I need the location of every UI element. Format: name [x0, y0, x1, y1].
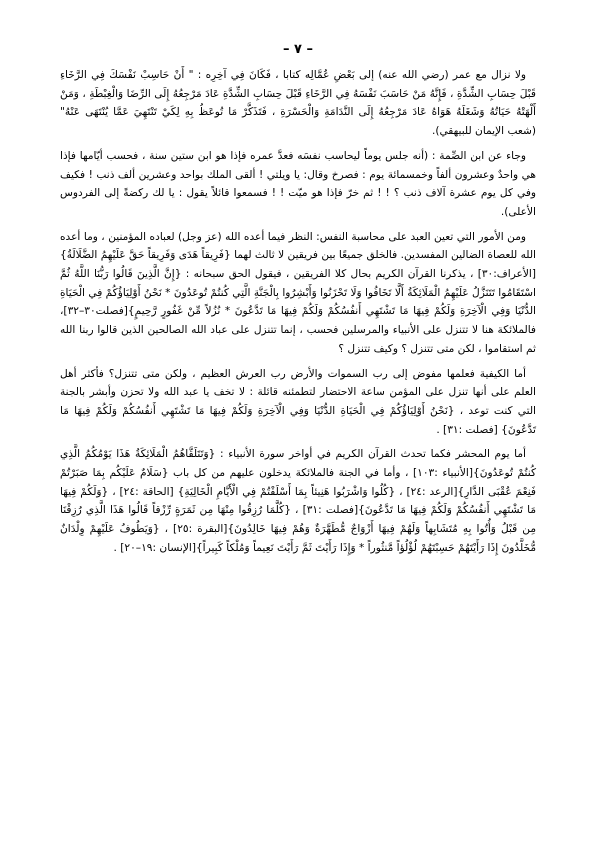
page-body [60, 66, 536, 564]
paragraph-angels-descent: أما الكيفية فعلمها مفوض إلى رب السموات والأرض رب العرش العظيم ، ولكن متى تتنزل؟ فأكثر أهل العلم على أنها تنزل على المؤمن ساعة الاحتضار لتطمئنه قائلة : لا تخف يا عبد الله ولا تحزن وأبشر بالجنة التي كنت توعد ، {نَحْنُ أَوْلِيَاؤُكُمْ فِي الْحَيَاةِ الدُّنْيَا وَفِي الْآخِرَةِ وَلَكُمْ فِيهَا مَا تَشْتَهِي أَنفُسُكُمْ وَلَكُمْ فِيهَا مَا تَدَّعُونَ} [فصلت :٣١] . [60, 367, 536, 436]
page-number: – ٧ – [283, 42, 313, 57]
paragraph-day-of-gathering: أما يوم المحشر فكما تحدث القرآن الكريم في أواخر سورة الأنبياء : {وَتَتَلَقَّاهُمُ الْمَلَائِكَةُ هَذَا يَوْمُكُمُ الَّذِي كُنتُمْ تُوعَدُونَ}[الأنبياء :١٠٣] ، وأما في الجنة فالملائكة يدخلون عليهم من كل باب {سَلَامٌ عَلَيْكُم بِمَا صَبَرْتُمْ فَنِعْمَ عُقْبَى الدَّارِ}[الرعد :٢٤] ، {كُلُوا وَاشْرَبُوا هَنِيئاً بِمَا أَسْلَفْتُمْ فِي الْأَيَّامِ الْخَالِيَةِ} [الحاقة :٢٤] ، {وَلَكُمْ فِيهَا مَا تَشْتَهِي أَنفُسُكُمْ وَلَكُمْ فِيهَا مَا تَدَّعُونَ}[فصلت :٣١] ، {كُلَّمَا رُزِقُوا مِنْهَا مِن ثَمَرَةٍ رِّزْقاً قَالُوا هَذَا الَّذِي رُزِقْنَا مِن قَبْلُ وَأُتُوا بِهِ مُتَشَابِهاً وَلَهُمْ فِيهَا أَزْوَاجٌ مُّطَهَّرَةٌ وَهُمْ فِيهَا خَالِدُونَ}[البقرة :٢٥] ، {وَيَطُوفُ عَلَيْهِمْ وِلْدَانٌ مُّخَلَّدُونَ إِذَا رَأَيْتَهُمْ حَسِبْتَهُمْ لُؤْلُؤاً مَّنثُوراً * وَإِذَا رَأَيْتَ ثَمَّ رَأَيْتَ نَعِيماً وَمُلْكاً كَبِيراً}[الإنسان :١٩–٢٠] . [60, 448, 536, 554]
paragraph-two-groups: ومن الأمور التي تعين العبد على محاسبة النفس: النظر فيما أعده الله (عز وجل) لعباده المؤمنين ، وما أعده الله للعصاة الضالين المفسدين. فالخلق جميعًا بين فريقين لا ثالث لهما {فَرِيقاً هَدَى وَفَرِيقاً حَقَّ عَلَيْهِمُ الضَّلَالَةُ}[الأعراف:٣٠] ، يذكرنا القرآن الكريم بحال كلا الفريقين ، فيقول الحق سبحانه : {إِنَّ الَّذِينَ قَالُوا رَبُّنَا اللَّهُ ثُمَّ اسْتَقَامُوا تَتَنَزَّلُ عَلَيْهِمُ الْمَلَائِكَةُ أَلَّا تَخَافُوا وَلَا تَحْزَنُوا وَأَبْشِرُوا بِالْجَنَّةِ الَّتِي كُنتُمْ تُوعَدُونَ * نَحْنُ أَوْلِيَاؤُكُمْ فِي الْحَيَاةِ الدُّنْيَا وَفِي الْآخِرَةِ وَلَكُمْ فِيهَا مَا تَشْتَهِي أَنفُسُكُمْ وَلَكُمْ فِيهَا مَا تَدَّعُونَ * نُزُلاً مِّنْ غَفُورٍ رَّحِيمٍ}[فصلت٣٠–٣٢]، فالملائكة هنا لا تتنزل على الأنبياء والمرسلين فحسب ، إنما تتنزل على عباد الله الصالحين الذين قالوا ربنا الله ثم استقاموا ، لكن متى تتنزل ؟ وكيف تتنزل ؟ [60, 230, 536, 355]
paragraph-omar-letter: ولا نزال مع عمر (رضي الله عنه) إلى بَعْضِ عُمَّالِه كتابا ، فَكَانَ فِي آخِرِه : " أَنْ حَاسِبْ نَفْسَكَ فِي الرَّخَاءِ قَبْلَ حِسَابِ الشِّدَّةِ ، فَإِنَّهُ مَنْ حَاسَبَ نَفْسَهُ فِي الرَّخَاءِ قَبْلَ حِسَابِ الشِّدَّةِ عَادَ مَرْجِعُهُ إِلَى الرِّضَا وَالْغِبْطَةِ ، وَمَنْ أَلْهَتْهُ حَيَاتُهُ وَشَغَلَهُ هَوَاهُ عَادَ مَرْجِعُهُ إِلَى النَّدَامَةِ وَالْحَسْرَةِ ، فَتَذَكَّرْ مَا تُوعَظُ بِهِ لِكَيْ تَنْتَهِيَ عَمَّا يُنْتَهَى عَنْهُ" (شعب الإيمان للبيهقي). [60, 69, 536, 138]
paragraph-ibn-al-simma: وجاء عن ابن الصِّمة : (أنه جلس يوماً ليحاسب نفسَه فعدَّ عمره فإذا هو ابن ستين سنة ، فحسب أيّامها فإذا هي واحدٌ وعشرون ألفاً وخمسمائة يوم : فصرخ وقال: يا ويلتي ! ألقى الملك بواحد وعشرين ألف ذنب ! فكيف وفي كل يوم عشرة آلاف ذنب ؟ ! ! ثم خرّ فإذا هو ميّت ! ! فسمعوا قائلاً يقول : يا لك ركضةً إلى الفردوس الأعلى). [60, 149, 536, 218]
